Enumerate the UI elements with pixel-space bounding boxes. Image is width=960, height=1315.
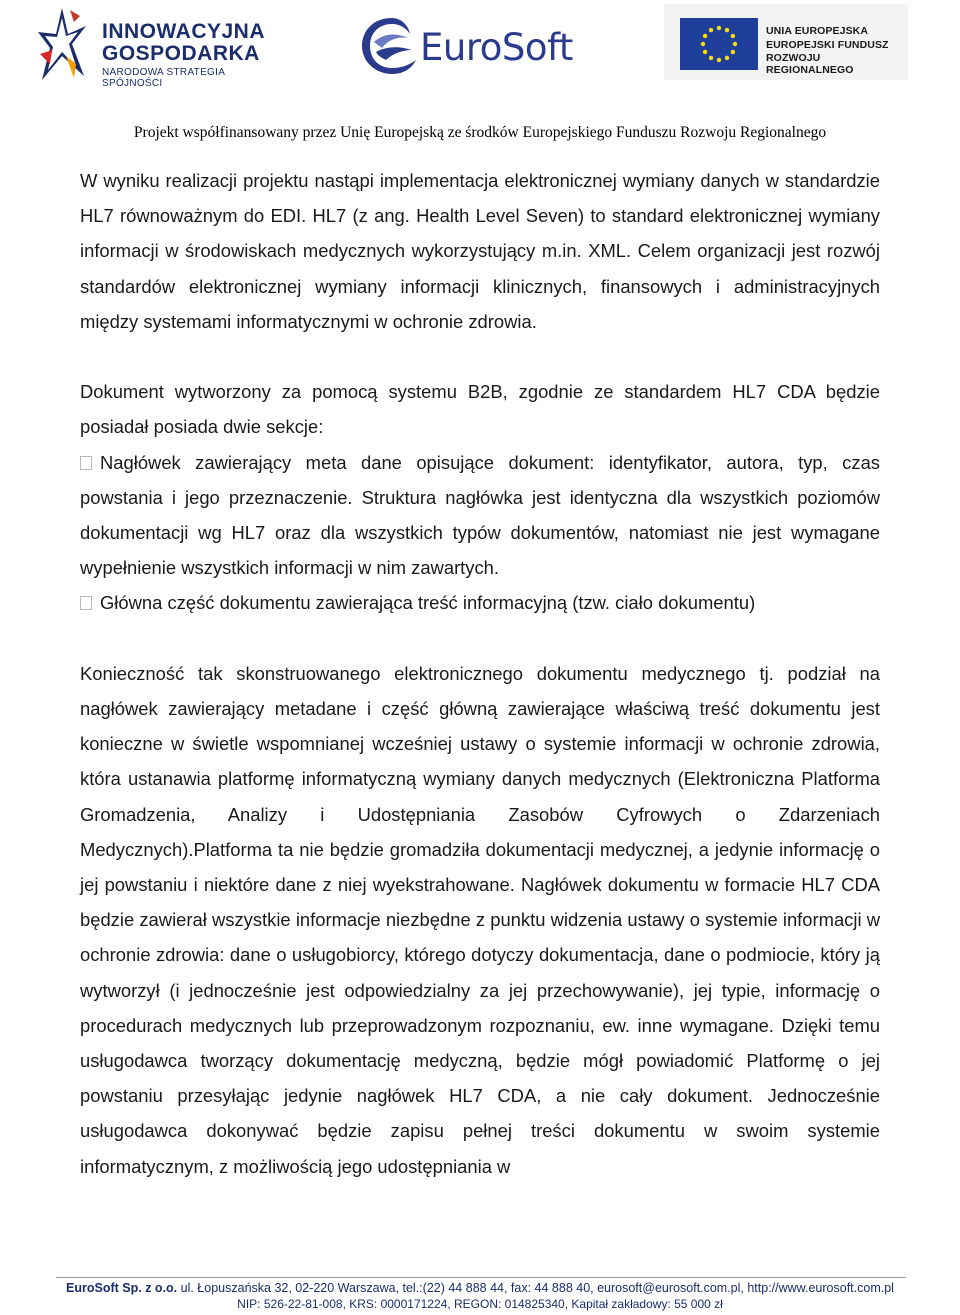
paragraph-gap bbox=[80, 621, 880, 656]
bullet-text-header: Nagłówek zawierający meta dane opisujące dokument: identyfikator, autora, typ, czas powstania i jego przeznaczenie. Struktura nagłówka jest identyczna dla wszystkich poziomów dokumentacji wg HL7 oraz dla wszystkich typów dokumentów, natomiast nie jest wymagane wypełnienie wszystkich informacji w nim zawartych. bbox=[80, 451, 880, 579]
footer-contact-line bbox=[0, 1281, 960, 1295]
paragraph-gap bbox=[80, 339, 880, 374]
eurosoft-wordmark: EuroSoft bbox=[420, 26, 573, 69]
paragraph-platform: Konieczność tak skonstruowanego elektronicznego dokumentu medycznego tj. podział na nagłówek zawierający metadane i część główną zawierające właściwą treść dokumentu jest konieczne w świetle wspomnianej wcześniej ustawy o systemie informacji w ochronie zdrowia, która ustanawia platformę informatyczną wymiany danych medycznych (Elektroniczna Platforma Gromadzenia, Analizy i Udostępniania Zasobów Cyfrowych o Zdarzeniach Medycznych).Platforma ta nie będzie gromadziła dokumentacji medycznej, a jedynie informację o jej powstaniu i niektóre dane z niej wyekstrahowane. Nagłówek dokumentu w formacie HL7 CDA będzie zawierał wszystkie informacje niezbędne z punktu widzenia ustawy o systemie informacji w ochronie zdrowia: dane o usługobiorcy, którego dotyczy dokumentacja, dane o podmiocie, który ją wytworzył (i jednocześnie jest odpowiedzialny za jej przechowywanie), jej typie, informację o procedurach medycznych lub przeprowadzonym rozpoznaniu, ew. inne wymagane. Dzięki temu usługodawca tworzący dokumentację medyczną, będzie mógł powiadomić Platformę o jej powstaniu przesyłając jedynie nagłówek HL7 CDA, a nie cały dokument. Jednocześnie usługodawca dokonywać będzie zapisu pełnej treści dokumentu w swoim systemie informatycznym, z możliwością jego udostępniania w bbox=[80, 662, 880, 1177]
bullet-item bbox=[80, 445, 880, 586]
footer-company: EuroSoft Sp. z o.o. bbox=[66, 1281, 178, 1295]
eu-line-1: UNIA EUROPEJSKA bbox=[766, 25, 869, 37]
bullet-icon bbox=[80, 596, 92, 610]
star-icon bbox=[36, 6, 88, 82]
footer-divider bbox=[56, 1277, 906, 1278]
logo-line-1: INNOWACYJNA bbox=[102, 20, 266, 43]
footer-ids-line: NIP: 526-22-81-008, KRS: 0000171224, REGON: 014825340, Kapitał zakładowy: 55 000 zł bbox=[237, 1297, 723, 1311]
eu-line-3: ROZWOJU REGIONALNEGO bbox=[766, 52, 854, 76]
eu-flag-icon bbox=[680, 18, 758, 70]
bullet-icon bbox=[80, 456, 92, 470]
eurosoft-logo bbox=[358, 12, 598, 82]
logo-line-3: NARODOWA STRATEGIA SPÓJNOŚCI bbox=[102, 67, 225, 89]
footer-address: ul. Łopuszańska 32, 02-220 Warszawa, tel.:(22) 44 888 44, fax: 44 888 40, eurosoft@eurosoft.com.pl, http://www.eurosoft.com.pl bbox=[177, 1281, 894, 1295]
logo-line-2: GOSPODARKA bbox=[102, 42, 260, 65]
paragraph-b2b-document: Dokument wytworzony za pomocą systemu B2B, zgodnie ze standardem HL7 CDA będzie posiadał posiada dwie sekcje: bbox=[80, 381, 880, 438]
eurosoft-swirl-icon bbox=[358, 12, 420, 78]
document-body bbox=[80, 163, 880, 1184]
bullet-item bbox=[80, 585, 880, 620]
paragraph-hl7-intro: W wyniku realizacji projektu nastąpi implementacja elektronicznej wymiany danych w standardzie HL7 równoważnym do EDI. HL7 (z ang. Health Level Seven) to standard elektronicznej wymiany informacji w środowiskach medycznych wykorzystujący m.in. XML. Celem organizacji jest rozwój standardów elektronicznej wymiany informacji klinicznych, finansowych i administracyjnych między systemami informatycznymi w ochronie zdrowia. bbox=[80, 170, 880, 332]
page-header bbox=[0, 0, 960, 118]
eu-line-2: EUROPEJSKI FUNDUSZ bbox=[766, 39, 889, 51]
cofinancing-caption: Projekt współfinansowany przez Unię Europejską ze środków Europejskiego Funduszu Rozwoju Regionalnego bbox=[133, 124, 827, 141]
eu-logo bbox=[664, 4, 908, 80]
bullet-text-body: Główna część dokumentu zawierająca treść informacyjną (tzw. ciało dokumentu) bbox=[100, 592, 756, 614]
innowacyjna-gospodarka-logo bbox=[36, 2, 286, 89]
